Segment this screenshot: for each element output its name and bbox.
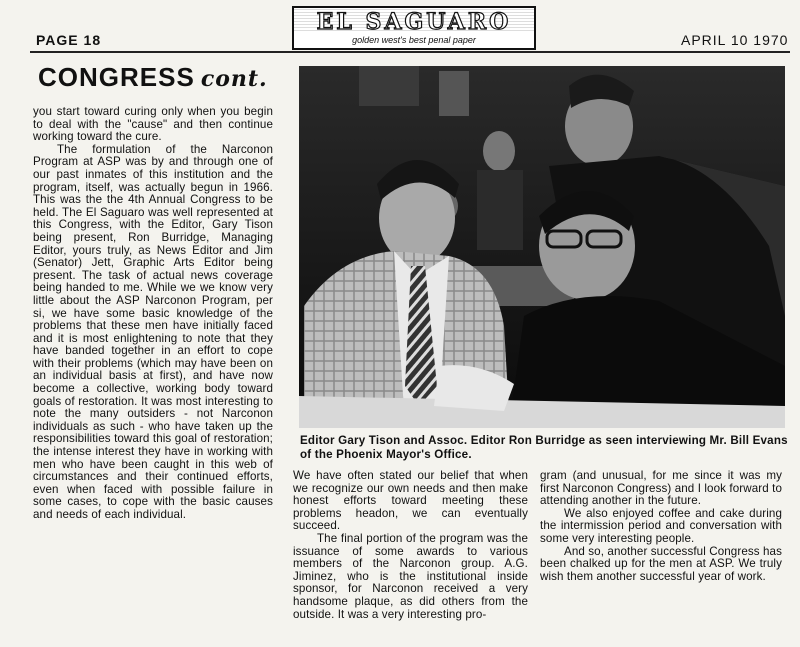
issue-date: APRIL 10 1970 — [681, 32, 789, 48]
header-rule — [30, 51, 790, 53]
photo — [299, 66, 785, 428]
article-column-2 — [293, 470, 528, 621]
photo-caption: Editor Gary Tison and Assoc. Editor Ron Burridge as seen interviewing Mr. Bill Evans of the Phoenix Mayor's Office. — [300, 434, 788, 461]
article-column-1 — [33, 106, 273, 522]
paragraph: And so, another successful Congress has been chalked up for the men at ASP. We truly wish them another successful year of work. — [540, 544, 782, 583]
masthead-subtitle: golden west's best penal paper — [352, 35, 476, 45]
page-number: PAGE 18 — [36, 32, 102, 48]
photo-image — [299, 66, 785, 428]
paragraph: you start toward curing only when you begin to deal with the "cause" and then continue working toward the cure. — [33, 105, 273, 144]
paragraph: We also enjoyed coffee and cake during the intermission period and conversation with some very interesting people. — [540, 506, 782, 545]
headline — [38, 62, 268, 93]
paragraph: The formulation of the Narconon Program at ASP was by and through one of our past inmates of this institution and the program, itself, was actually begun in 1966. This was the the 4th Annual Congress to be held. The El Saguaro was well represented at this Congress, with the Editor, Gary Tison being present, Ron Burridge, Managing Editor, yours truly, as News Editor and Jim (Senator) Jett, Graphic Arts Editor being present. The task of actual news coverage being handed to me. While we we know very little about the ASP Narconon Program, per si, we have some basic knowledge of the problems that these men have initially faced and it is most enlightening to note that they have banded together in an effort to cope with their problems (which may have been on an individual basis at first), and have now become a collective, working body toward goals of restoration. It was most interesting to note the many outsiders - not Narconon individuals as such - who have taken up the responsibilities toward this goal of restoration; the intense interest they have in working with men who have been caught in this web of circumstances and their continued efforts, even when faced with possible failure in some cases, to cope with the basic causes and needs of each individual. — [33, 142, 273, 521]
headline-continued: cont. — [200, 66, 268, 92]
paragraph: We have often stated our belief that when we recognize our own needs and then make honest efforts toward meeting these problems headon, we can eventually succeed. — [293, 469, 528, 533]
article-column-3 — [540, 470, 782, 583]
masthead — [292, 6, 536, 50]
paragraph: gram (and unusual, for me since it was my first Narconon Congress) and I look forward to attending another in the future. — [540, 469, 782, 508]
masthead-title: EL SAGUARO — [294, 9, 534, 33]
paragraph: The final portion of the program was the issuance of some awards to various members of the Narconon group. A.G. Jiminez, who is the institutional inside sponsor, for Narconon received a very handsome plaque, as did others from the outside. It was a very interesting pro- — [293, 531, 528, 621]
headline-main: CONGRESS — [38, 62, 195, 92]
